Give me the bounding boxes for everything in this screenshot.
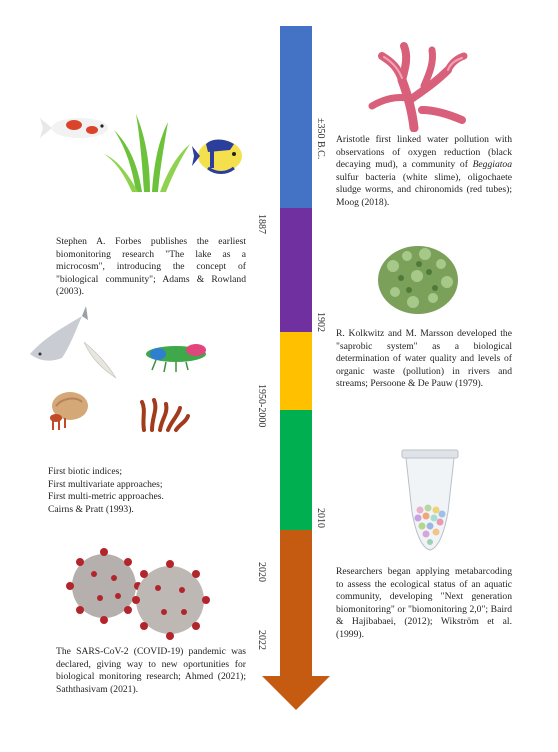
event-biotic-indices-text xyxy=(48,466,238,516)
timeline-segment-1887 xyxy=(280,208,312,332)
aquatic-organisms-illustration xyxy=(26,306,226,438)
fish-and-grass-illustration xyxy=(40,108,250,198)
fish-silhouette-icon xyxy=(30,306,88,361)
year-label-2010: 2010 xyxy=(315,508,326,528)
hermit-crab-icon xyxy=(50,392,88,430)
event-aristotle-part1: Aristotle first linked water pollution with observations of oxygen reduction (black decaying mud), a community of xyxy=(336,134,512,171)
year-label-1887: 1887 xyxy=(256,214,267,234)
event-aristotle-part2: sulfur bacteria (white slime), oligochaete sludge worms, and chironomids (red tubes); Moog (2018). xyxy=(336,171,512,208)
grass-icon xyxy=(104,114,190,192)
year-label-1902: 1902 xyxy=(315,312,326,332)
biotic-line-1: First biotic indices; xyxy=(48,466,123,477)
biotic-line-2: First multivariate approaches; xyxy=(48,478,163,490)
virus-particle-2-icon xyxy=(132,560,210,640)
year-label-2020: 2020 xyxy=(256,562,267,582)
chironomid-coral-illustration xyxy=(362,40,474,132)
moss-clump-illustration xyxy=(373,236,463,320)
event-covid-text: The SARS-CoV-2 (COVID-19) pandemic was declared, giving way to new oportunities for biological monitoring research; Ahmed (2021); Saththasivam (2021). xyxy=(56,646,246,695)
year-label-2022: 2022 xyxy=(256,630,267,650)
event-metabarcoding-text: Researchers began applying metabarcoding to assess the ecological status of an aquatic community, developing "Next generation biomonitoring" or "biomonitoring 2,0"; Baird & Hajibabaei, (2012); Wikström et al. (1999). xyxy=(336,566,512,640)
year-label-1950-2000: 1950-2000 xyxy=(256,384,267,428)
koi-fish-icon xyxy=(40,118,108,138)
timeline-segment-ancient xyxy=(280,26,312,208)
event-aristotle-text xyxy=(336,134,512,210)
timeline-segment-1902 xyxy=(280,332,312,410)
timeline-segment-1950-2000 xyxy=(280,410,312,530)
feather-icon xyxy=(84,342,116,378)
tubifex-worms-icon xyxy=(142,400,188,430)
biotic-line-3: First multi-metric approaches. xyxy=(48,491,164,503)
year-label-350bc: ±350 B.C. xyxy=(315,118,326,160)
timeline-segment-modern-arrowhead xyxy=(262,530,330,710)
biotic-line-4: Cairns & Pratt (1993). xyxy=(48,503,134,515)
mantis-shrimp-icon xyxy=(146,344,206,372)
angelfish-icon xyxy=(192,140,242,173)
event-kolkwitz-text: R. Kolkwitz and M. Marsson developed the "saprobic system" as a biological determination of water quality and levels of organic waste (pollution) in rivers and streams; Persoone & De Pauw (1979). xyxy=(336,328,512,390)
coronavirus-illustration xyxy=(58,544,218,644)
event-aristotle-genus: Beggiatoa xyxy=(472,159,512,171)
event-forbes-text: Stephen A. Forbes publishes the earliest biomonitoring research "The lake as a microcosm", introducing the concept of "biological community"; Adams & Rowland (2003). xyxy=(56,236,246,298)
microtube-illustration xyxy=(398,448,462,552)
virus-particle-1-icon xyxy=(66,548,142,624)
